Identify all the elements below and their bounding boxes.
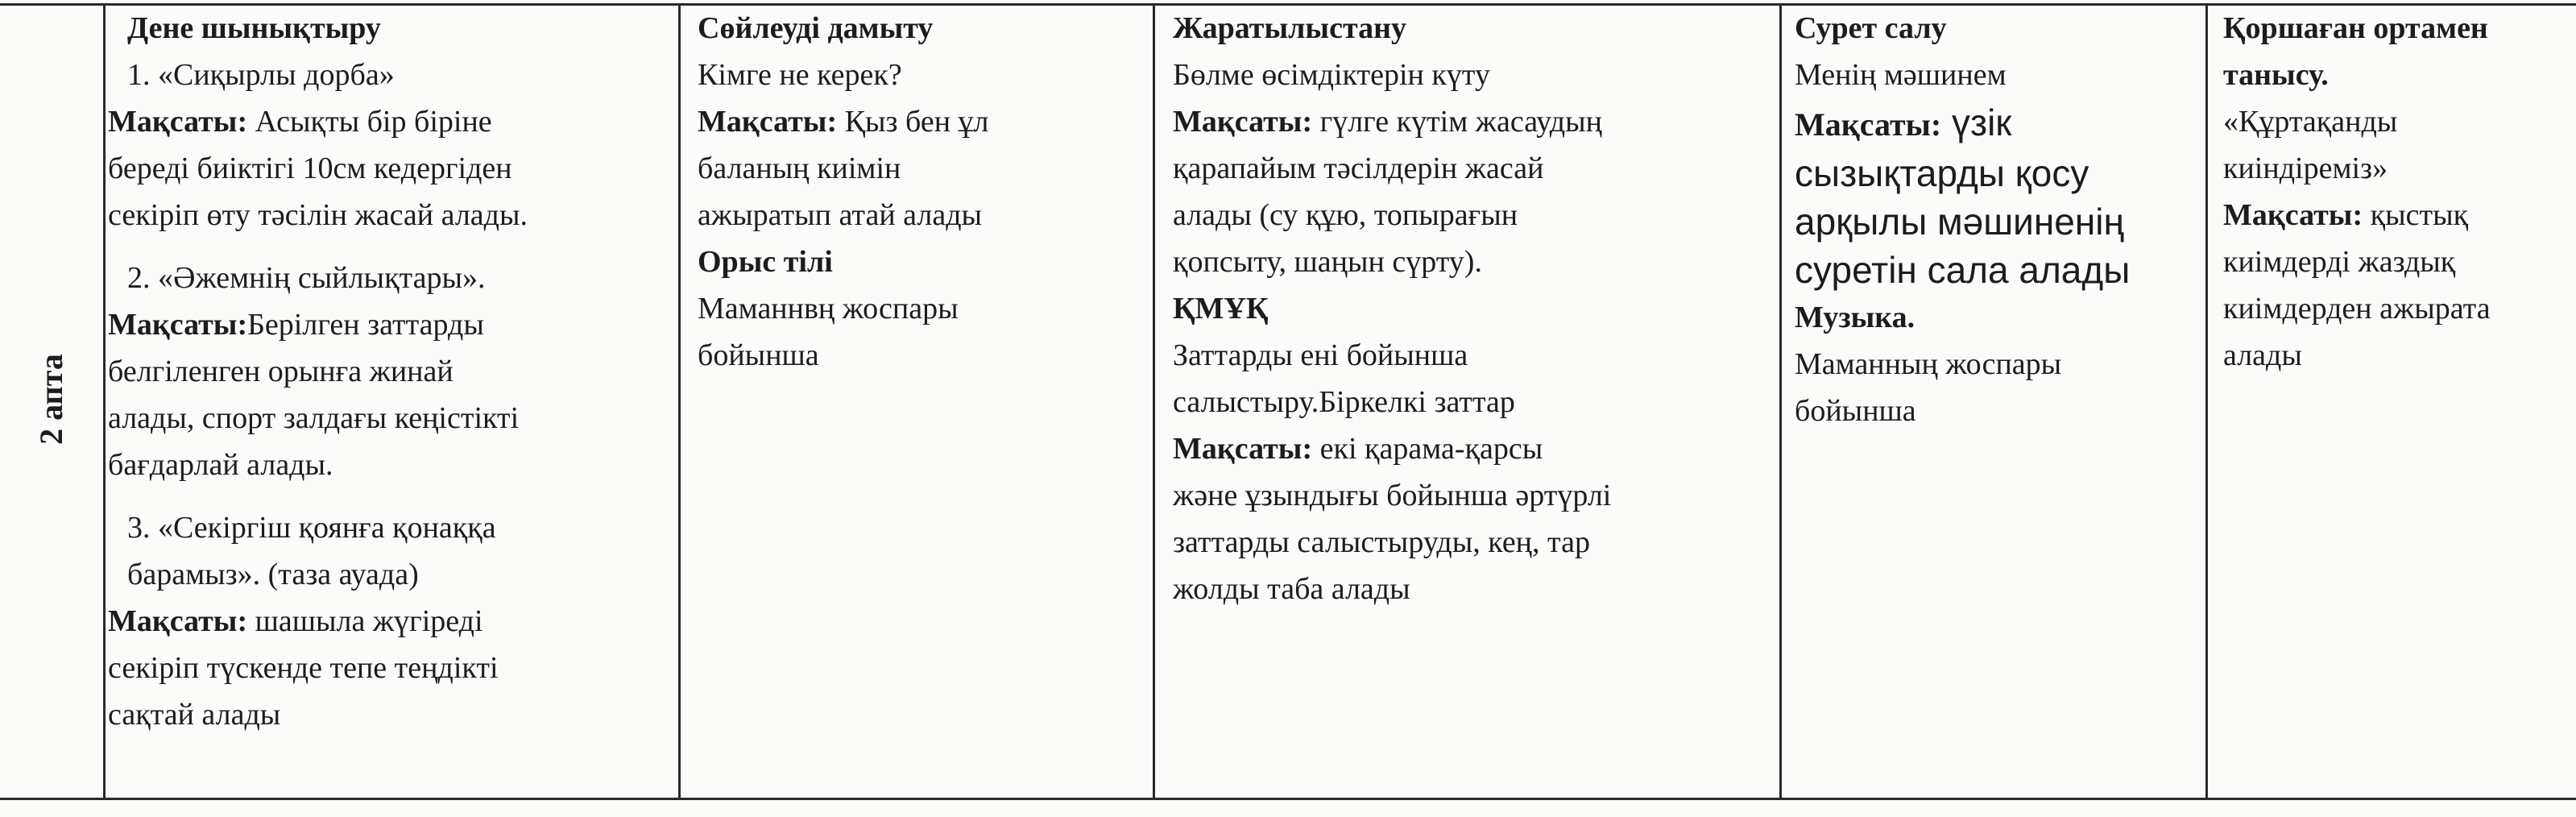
goal-line: баланың киімін — [698, 151, 901, 185]
goal-line — [1795, 98, 2201, 149]
activity-topic: Заттарды ені бойынша — [1173, 338, 1468, 372]
cell-subtitle: ҚМҰҚ — [1173, 292, 1269, 326]
cell-subtitle: Музыка. — [1795, 301, 1915, 334]
plan-line: бойынша — [1795, 394, 1916, 428]
goal-label: Мақсаты: — [1795, 106, 1942, 143]
goal-line: киімдерді жаздық — [2223, 245, 2456, 279]
goal-label: Мақсаты: — [698, 105, 838, 139]
goal-line: ажыратып атай алады — [698, 198, 983, 232]
week-label: 2 апта — [32, 353, 69, 445]
goal-line: алады (су құю, топырағын — [1173, 198, 1518, 232]
goal-line — [108, 98, 676, 145]
goal-line: жолды таба алады — [1173, 572, 1410, 606]
activity-topic: «Құртақанды — [2223, 105, 2398, 139]
goal-text: екі қарама-қарсы — [1312, 432, 1543, 466]
goal-line: алады — [2223, 338, 2302, 372]
activity-topic: Менің мәшинем — [1795, 58, 2007, 92]
goal-text: гүлге күтім жасаудың — [1312, 105, 1602, 139]
goal-line: секіріп түскенде тепе теңдікті — [108, 651, 499, 685]
activity-title: 2. «Әжемнің сыйлықтары». — [127, 261, 486, 295]
goal-line: белгіленген орынға жинай — [108, 355, 453, 388]
cell-title: танысу. — [2223, 58, 2329, 92]
goal-line: бағдарлай алады. — [108, 448, 333, 482]
cell-title: Дене шынықтыру — [127, 11, 381, 45]
goal-line: қарапайым тәсілдерін жасай — [1173, 151, 1544, 185]
column-divider — [678, 3, 681, 800]
activity-topic: салыстыру.Біркелкі заттар — [1173, 385, 1515, 419]
cell-title: Сурет салу — [1795, 11, 1947, 45]
cell-subtitle: Орыс тілі — [698, 245, 833, 279]
column-divider — [103, 3, 106, 800]
column-divider — [1153, 3, 1155, 800]
goal-line: арқылы мәшиненің — [1795, 201, 2124, 243]
goal-text: үзік — [1941, 102, 2012, 143]
column-divider — [1779, 3, 1782, 800]
plan-line: Маманның жоспары — [1795, 347, 2062, 381]
cell-physical-education — [108, 5, 676, 738]
goal-line: секіріп өту тәсілін жасай алады. — [108, 198, 528, 232]
activity-topic: киіндіреміз» — [2223, 151, 2388, 185]
activity-topic: Бөлме өсімдіктерін күту — [1173, 58, 1490, 92]
goal-text: Асықты бір біріне — [247, 105, 492, 139]
week-label-cell — [6, 0, 95, 798]
goal-line: алады, спорт залдағы кеңістікті — [108, 401, 520, 435]
goal-line — [108, 598, 676, 645]
goal-line: суретін сала алады — [1795, 249, 2131, 291]
goal-line — [698, 98, 1149, 145]
goal-label: Мақсаты: — [1173, 432, 1313, 466]
goal-line: береді биіктігі 10см кедергіден — [108, 151, 512, 185]
goal-line: киімдерден ажырата — [2223, 292, 2491, 326]
goal-label: Мақсаты: — [108, 105, 248, 139]
cell-speech-development — [698, 5, 1149, 379]
cell-title: Қоршаған ортамен — [2223, 11, 2488, 45]
activity-title: барамыз». (таза ауада) — [127, 558, 419, 591]
goal-text: Берілген заттарды — [247, 308, 484, 342]
goal-line: сызықтарды қосу — [1795, 152, 2089, 194]
goal-label: Мақсаты: — [1173, 105, 1313, 139]
table-bottom-border — [0, 798, 2576, 800]
goal-text: шашыла жүгіреді — [247, 604, 483, 638]
goal-text: қыстық — [2363, 198, 2469, 232]
plan-line: Маманнвң жоспары — [698, 292, 959, 326]
cell-drawing — [1795, 5, 2201, 434]
plan-line: бойынша — [698, 338, 819, 372]
cell-title: Сөйлеуді дамыту — [698, 11, 934, 45]
goal-line — [2223, 192, 2576, 238]
goal-line: сақтай алады — [108, 698, 281, 732]
goal-label: Мақсаты: — [108, 604, 248, 638]
activity-title: 3. «Секіргіш қоянға қонаққа — [127, 511, 496, 545]
goal-line — [108, 301, 676, 348]
goal-line: қопсыту, шаңын сүрту). — [1173, 245, 1482, 279]
goal-label: Мақсаты: — [108, 308, 248, 342]
activity-title: 1. «Сиқырлы дорба» — [127, 58, 395, 92]
goal-label: Мақсаты: — [2223, 198, 2363, 232]
goal-line: заттарды салыстыруды, кең, тар — [1173, 525, 1590, 559]
column-divider — [2205, 3, 2208, 800]
cell-environment — [2223, 5, 2576, 379]
goal-line: және ұзындығы бойынша әртүрлі — [1173, 479, 1612, 512]
activity-topic: Кімге не керек? — [698, 58, 902, 92]
cell-natural-science — [1173, 5, 1775, 612]
goal-line — [1173, 98, 1775, 145]
goal-line — [1173, 425, 1775, 472]
goal-text: Қыз бен ұл — [837, 105, 989, 139]
cell-title: Жаратылыстану — [1173, 11, 1406, 45]
